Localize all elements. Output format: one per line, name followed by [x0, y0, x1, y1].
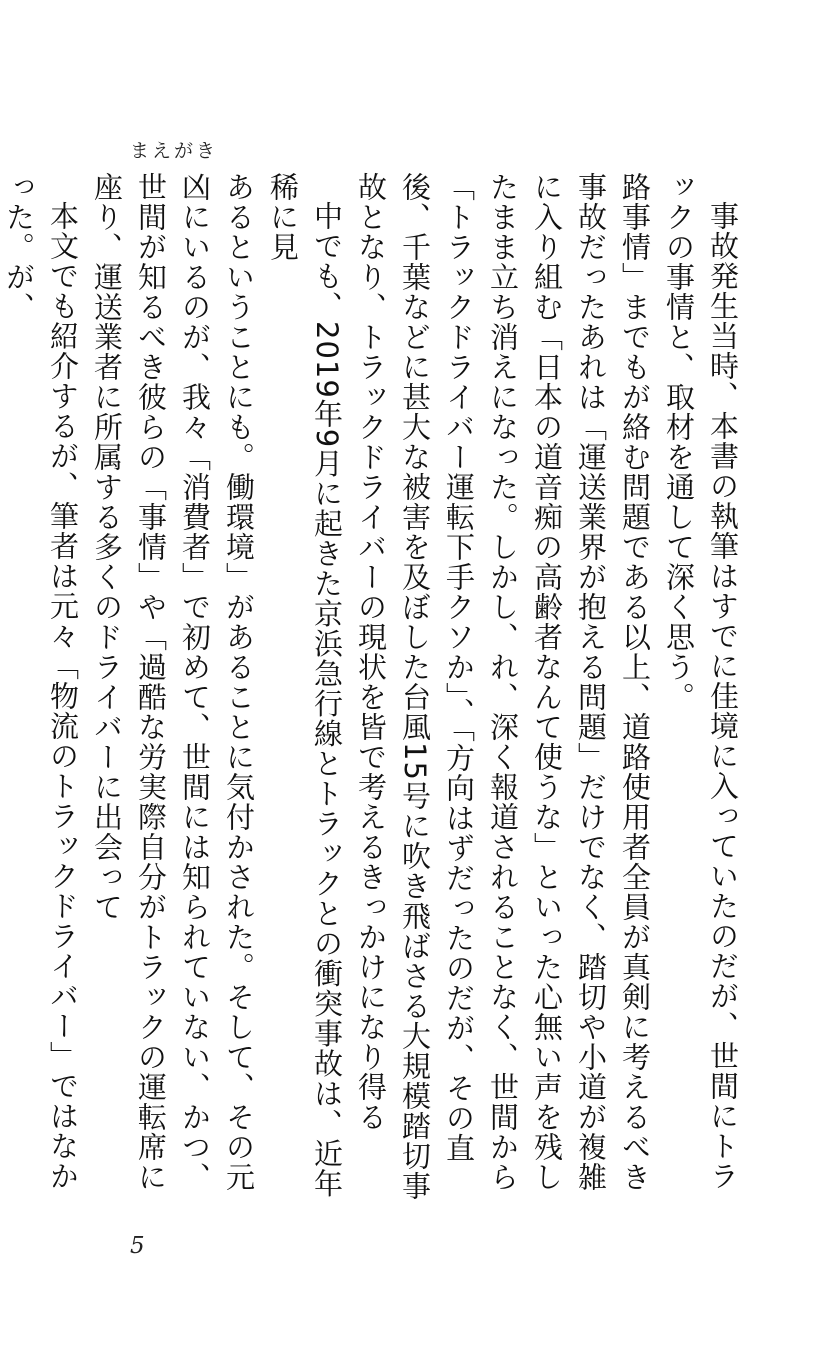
paragraph-author-background: 本文でも紹介するが、筆者は元々「物流のトラックドライバー」ではなかった。が、 [2, 172, 80, 1191]
paragraph-accident-discussion: 路事情」までもが絡む問題である以上、道路使用者全員が真剣に考えるべき事故だったあれは「運送業界が抱える問題」だけでなく、踏切や小道が複雑に入り組む「日本の道音痴の高齢者なんて使うな」といった心無い声を残したまま立ち消えになった。しかし、れ、深く報道されることなく、世間から「トラックドライバー運転下手クソか」、「方向はずだったのだが、その直後、千葉などに甚大な被害を及ぼした台風15号に吹き飛ばさる大規模踏切事故となり、トラックドライバーの現状を皆で考えるきっかけになり得る [354, 172, 652, 1201]
paragraph-keikyu-accident: 中でも、2019年9月に起きた京浜急行線とトラックとの衝突事故は、近年稀に見 [266, 172, 344, 1199]
page-number: 5 [130, 1233, 145, 1259]
paragraph-work-environment: あるということにも。働環境」があることに気付かされた。そして、その元凶にいるのが、我々「消費者」で初めて、世間には知られていない、かつ、世間が知るべき彼らの「事情」や「過酷な労実際自分がトラックの運転席に座り、運送業者に所属する多くのドライバーに出会って [90, 172, 256, 1192]
vertical-body-text [0, 172, 745, 1202]
paragraph-accident-intro: 事故発生当時、本書の執筆はすでに佳境に入っていたのだが、世間にトラックの事情と、取材を通して深く思う。 [662, 172, 740, 1191]
running-head: まえがき [130, 140, 219, 162]
